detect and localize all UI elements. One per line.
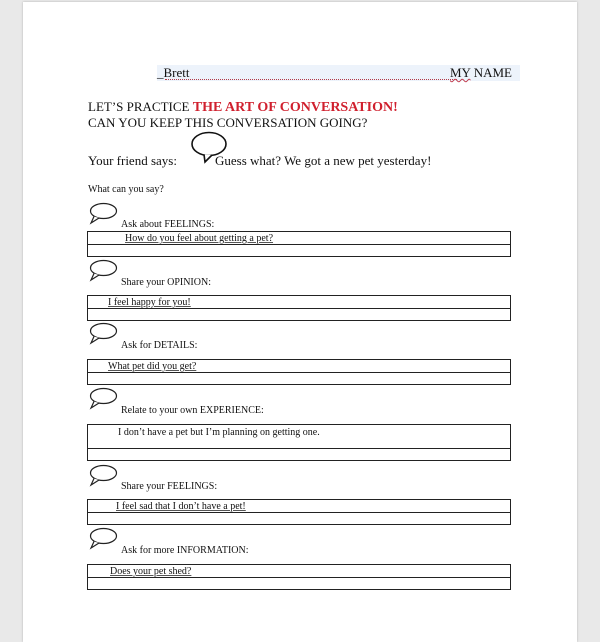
section-prompt: Ask for DETAILS: bbox=[121, 340, 198, 351]
answer-line-1[interactable] bbox=[88, 565, 510, 578]
speech-bubble-icon bbox=[88, 259, 118, 283]
answer-box[interactable] bbox=[87, 359, 511, 385]
answer-box[interactable] bbox=[87, 499, 511, 525]
section-prompt: Relate to your own EXPERIENCE: bbox=[121, 405, 264, 416]
answer-text[interactable]: What pet did you get? bbox=[108, 361, 197, 372]
speech-bubble-icon bbox=[88, 202, 118, 226]
answer-line-1[interactable] bbox=[88, 425, 510, 449]
answer-box[interactable] bbox=[87, 231, 511, 257]
page-subtitle: CAN YOU KEEP THIS CONVERSATION GOING? bbox=[88, 115, 368, 130]
section-prompt: Share your FEELINGS: bbox=[121, 481, 218, 492]
name-field[interactable] bbox=[157, 65, 520, 81]
title-prefix: LET’S PRACTICE bbox=[88, 99, 193, 114]
answer-box[interactable] bbox=[87, 295, 511, 321]
speech-bubble-icon bbox=[88, 387, 118, 411]
what-can-you-say: What can you say? bbox=[88, 184, 164, 195]
answer-line-2[interactable] bbox=[88, 309, 510, 320]
section-prompt: Ask about FEELINGS: bbox=[121, 219, 215, 230]
answer-box[interactable] bbox=[87, 424, 511, 461]
answer-text[interactable]: I feel happy for you! bbox=[108, 297, 191, 308]
speech-bubble-icon bbox=[88, 464, 118, 488]
name-underline bbox=[165, 79, 457, 80]
answer-line-1[interactable] bbox=[88, 296, 510, 309]
answer-text[interactable]: How do you feel about getting a pet? bbox=[125, 233, 274, 244]
answer-line-2[interactable] bbox=[88, 449, 510, 460]
answer-line-2[interactable] bbox=[88, 373, 510, 384]
answer-text[interactable]: I feel sad that I don’t have a pet! bbox=[116, 501, 246, 512]
answer-line-2[interactable] bbox=[88, 513, 510, 524]
friend-label: Your friend says: bbox=[88, 153, 177, 168]
friend-quote: Guess what? We got a new pet yesterday! bbox=[215, 153, 432, 168]
section-prompt: Share your OPINION: bbox=[121, 277, 211, 288]
page-title bbox=[88, 99, 398, 116]
speech-bubble-icon bbox=[88, 527, 118, 551]
answer-line-1[interactable] bbox=[88, 500, 510, 513]
answer-line-1[interactable] bbox=[88, 360, 510, 373]
speech-bubble-icon bbox=[88, 322, 118, 346]
answer-line-1[interactable] bbox=[88, 232, 510, 245]
name-label bbox=[450, 65, 512, 81]
name-value[interactable]: _Brett bbox=[157, 65, 190, 80]
answer-text[interactable]: Does your pet shed? bbox=[110, 566, 192, 577]
name-label-name: NAME bbox=[470, 65, 512, 80]
answer-box[interactable] bbox=[87, 564, 511, 590]
name-label-my: MY bbox=[450, 65, 471, 80]
answer-line-2[interactable] bbox=[88, 245, 510, 256]
title-highlight: THE ART OF CONVERSATION! bbox=[192, 100, 398, 115]
section-prompt: Ask for more INFORMATION: bbox=[121, 545, 249, 556]
answer-text[interactable]: I don’t have a pet but I’m planning on getting one. bbox=[118, 427, 320, 438]
answer-line-2[interactable] bbox=[88, 578, 510, 589]
